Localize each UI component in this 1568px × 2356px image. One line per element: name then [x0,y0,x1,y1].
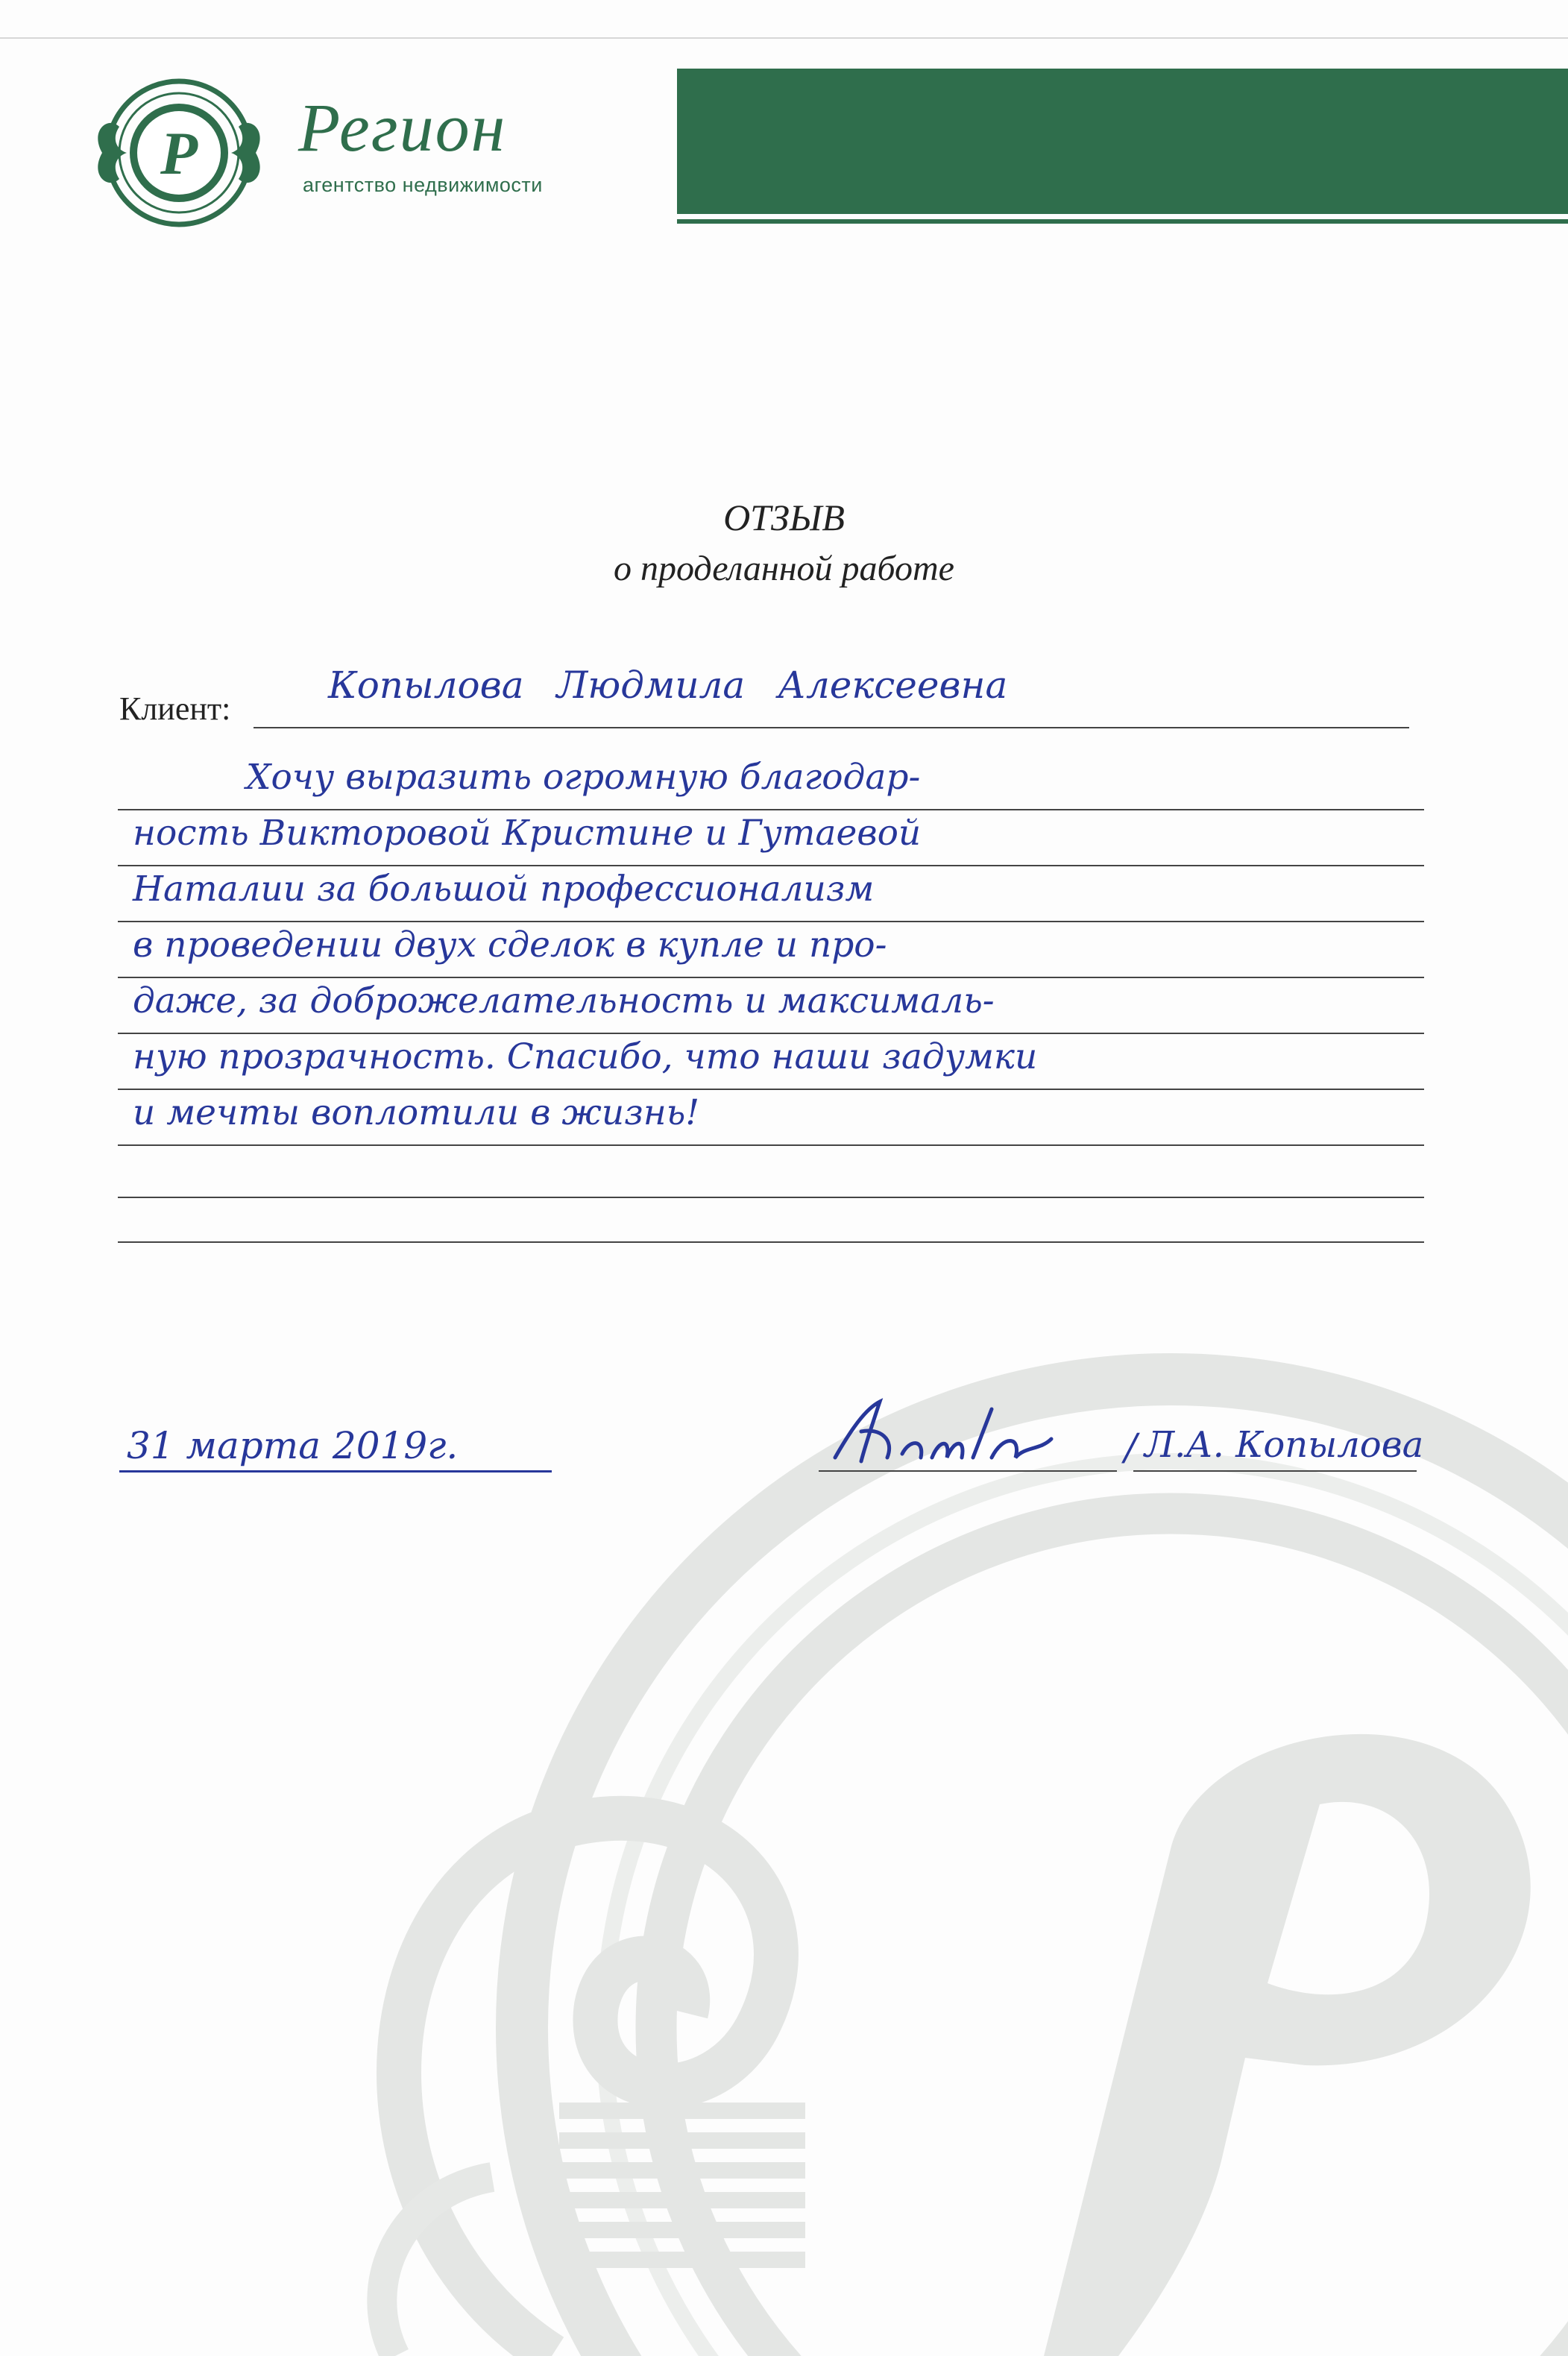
review-line-4: в проведении двух сделок в купле и про- [133,925,887,966]
review-rule-7 [118,1144,1424,1146]
signature-name-underline [1133,1470,1417,1472]
review-line-1: Хочу выразить огромную благодар- [246,757,921,798]
document-subtitle: о проделанной работе [614,549,954,588]
client-name: Копылова Людмила Алексеевна [328,664,1008,707]
review-date: 31 марта 2019г. [127,1424,459,1467]
logo-letter: Р [160,119,198,187]
review-rule-9 [118,1241,1424,1243]
client-label: Клиент: [119,690,231,727]
header-banner-stripe [677,219,1568,224]
document-title: ОТЗЫВ [723,497,845,538]
review-rule-5 [118,1033,1424,1034]
brand-name: Регион [298,89,507,166]
review-line-3: Наталии за большой профессионализм [133,869,875,910]
brand-tagline: агентство недвижимости [303,174,543,196]
header-banner [677,69,1568,214]
review-rule-1 [118,809,1424,810]
review-line-7: и мечты воплотили в жизнь! [133,1092,700,1133]
review-rule-4 [118,977,1424,978]
handwritten-signature [820,1387,1066,1476]
signature-underline [819,1470,1117,1472]
client-underline [254,727,1409,728]
signature-name: Л.А. Копылова [1144,1424,1424,1466]
signature-divider: / [1124,1426,1137,1469]
review-rule-3 [118,921,1424,922]
region-logo [86,71,272,235]
review-line-2: ность Викторовой Кристине и Гутаевой [133,813,922,854]
review-rule-2 [118,865,1424,866]
top-rule [0,37,1568,39]
review-line-5: даже, за доброжелательность и максималь- [133,980,995,1021]
review-rule-8 [118,1197,1424,1198]
review-line-6: ную прозрачность. Спасибо, что наши задумки [133,1036,1038,1077]
review-rule-6 [118,1089,1424,1090]
date-underline [119,1470,552,1472]
